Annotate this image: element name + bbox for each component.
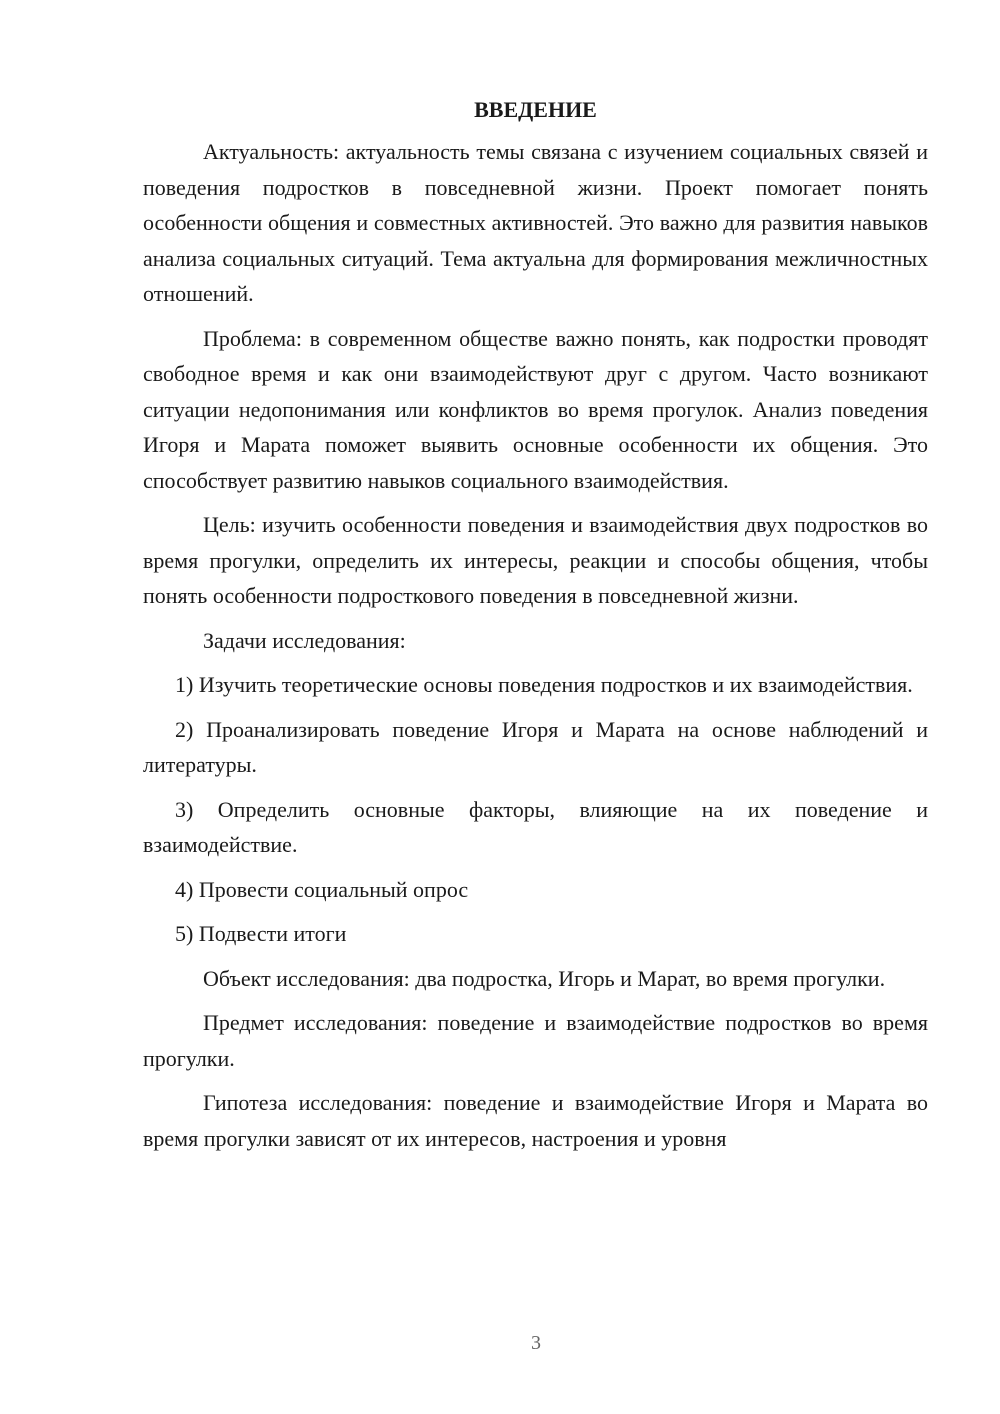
task-item-2: 2) Проанализировать поведение Игоря и Марата на основе наблюдений и литературы. (143, 716, 928, 777)
paragraph-hypothesis: Гипотеза исследования: поведение и взаимодействие Игоря и Марата во время прогулки зависят от их интересов, настроения и уровня (143, 1090, 928, 1151)
paragraph-object: Объект исследования: два подростка, Игорь и Марат, во время прогулки. (203, 965, 886, 991)
paragraph-relevance: Актуальность: актуальность темы связана с изучением социальных связей и поведения подростков в повседневной жизни. Проект помогает понять особенности общения и совместных активностей. Это важно для развития навыков анализа социальных ситуаций. Тема актуальна для формирования межличностных отношений. (143, 139, 928, 306)
task-item-5: 5) Подвести итоги (175, 921, 347, 946)
page-title: ВВЕДЕНИЕ (474, 97, 597, 122)
page-number: 3 (531, 1332, 541, 1354)
paragraph-subject: Предмет исследования: поведение и взаимодействие подростков во время прогулки. (143, 1010, 928, 1071)
task-item-1: 1) Изучить теоретические основы поведения подростков и их взаимодействия. (175, 672, 913, 697)
paragraph-problem: Проблема: в современном обществе важно понять, как подростки проводят свободное время и как они взаимодействуют друг с другом. Часто возникают ситуации недопонимания или конфликтов во время прогулок. Анализ поведения Игоря и Марата поможет выявить основные особенности их общения. Это способствует развитию навыков социального взаимодействия. (143, 325, 928, 493)
tasks-heading: Задачи исследования: (203, 627, 406, 653)
task-item-3: 3) Определить основные факторы, влияющие на их поведение и взаимодействие. (143, 796, 928, 857)
task-item-4: 4) Провести социальный опрос (175, 876, 469, 902)
paragraph-goal: Цель: изучить особенности поведения и взаимодействия двух подростков во время прогулки, определить их интересы, реакции и способы общения, чтобы понять особенности подросткового поведения в повседневной жизни. (143, 512, 928, 608)
page-content (143, 92, 928, 1165)
